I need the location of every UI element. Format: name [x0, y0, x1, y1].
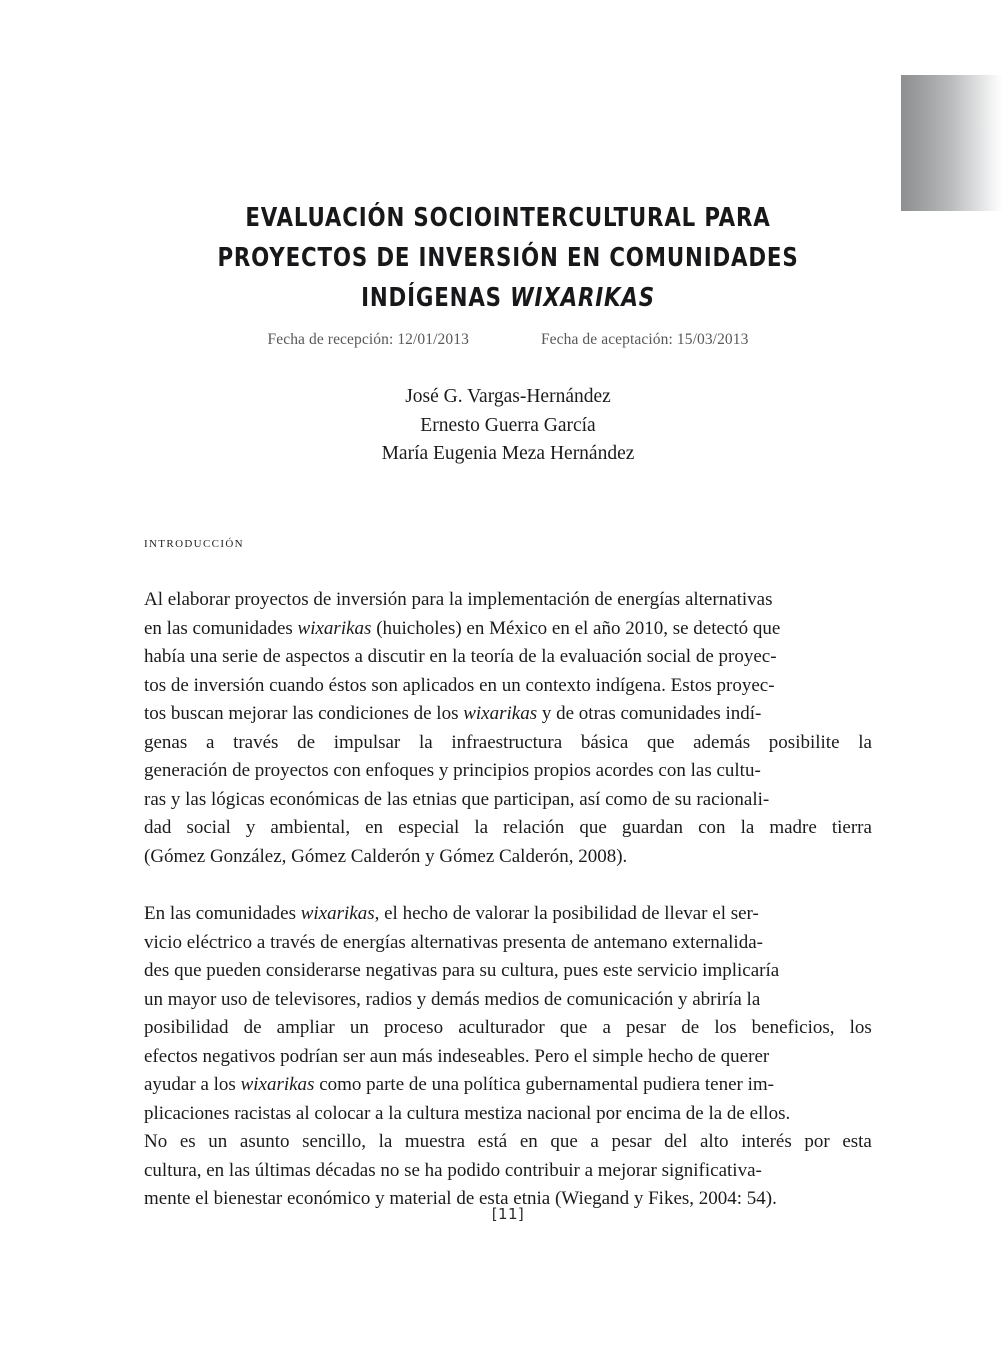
text-line — [144, 1100, 872, 1129]
text-word: es — [179, 1131, 196, 1153]
text-run: generación de proyectos con enfoques y principios propios acordes con las cultu- — [144, 760, 761, 782]
text-word: impulsar — [333, 731, 401, 753]
text-word: que — [550, 1131, 578, 1153]
text-word: que — [647, 731, 675, 753]
publication-dates — [144, 331, 872, 349]
text-word: aculturador — [458, 1017, 545, 1039]
text-word: beneficios, — [751, 1017, 835, 1039]
text-word: dad — [144, 817, 172, 839]
text-run: como parte de una política gubernamental pudiera tener im- — [314, 1074, 774, 1096]
text-word: un — [349, 1017, 369, 1039]
text-word: la — [740, 817, 755, 839]
date-received: Fecha de recepción: 12/01/2013 — [267, 331, 469, 348]
text-word: de — [297, 731, 316, 753]
text-line — [144, 1157, 872, 1186]
emphasised-term: wixarikas — [463, 703, 538, 725]
text-run: vicio eléctrico a través de energías alternativas presenta de antemano externalida- — [144, 931, 763, 953]
text-word: social — [186, 817, 231, 839]
text-word: través — [233, 731, 279, 753]
text-line — [144, 986, 872, 1015]
text-word: a — [602, 1017, 611, 1039]
text-line — [144, 615, 872, 644]
emphasised-term: wixarikas — [300, 903, 375, 925]
text-word: ampliar — [276, 1017, 335, 1039]
text-line — [144, 843, 872, 872]
text-run: tos buscan mejorar las condiciones de los — [144, 703, 464, 725]
text-word: está — [477, 1131, 508, 1153]
text-run: un mayor uso de televisores, radios y demás medios de comunicación y abriría la — [144, 988, 761, 1010]
text-word: No — [144, 1131, 168, 1153]
section-heading-introduccion: introducción — [144, 534, 244, 551]
emphasised-term: wixarikas — [297, 617, 372, 639]
text-word: los — [849, 1017, 872, 1039]
text-word: de — [681, 1017, 700, 1039]
text-word: posibilite — [768, 731, 840, 753]
text-word: además — [693, 731, 751, 753]
paragraph-2 — [144, 871, 872, 1214]
text-word: básica — [580, 731, 629, 753]
text-word: proceso — [383, 1017, 444, 1039]
text-word: que — [559, 1017, 588, 1039]
text-word: del — [664, 1131, 688, 1153]
text-word: los — [714, 1017, 737, 1039]
author-1: José G. Vargas-Hernández — [405, 386, 611, 407]
text-word: la — [378, 1131, 393, 1153]
text-word: posibilidad — [144, 1017, 229, 1039]
text-run: (Gómez González, Gómez Calderón y Gómez Calderón, 2008). — [144, 845, 628, 867]
text-word: relación — [503, 817, 565, 839]
title-line-3-text: INDÍGENAS — [361, 283, 511, 313]
text-run: cultura, en las últimas décadas no se ha podido contribuir a mejorar significativa- — [144, 1159, 762, 1181]
text-word: infraestructura — [451, 731, 563, 753]
text-run: efectos negativos podrían ser aun más indeseables. Pero el simple hecho de querer — [144, 1045, 770, 1067]
text-word: esta — [842, 1131, 872, 1153]
text-run: ayudar a los — [144, 1074, 241, 1096]
text-word: asunto — [239, 1131, 290, 1153]
text-line — [144, 643, 872, 672]
text-line — [144, 757, 872, 786]
corner-gradient-tab — [901, 75, 1004, 211]
text-line — [144, 1014, 872, 1043]
text-line — [144, 700, 872, 729]
text-line — [144, 1128, 872, 1157]
text-line — [144, 672, 872, 701]
text-word: la — [474, 817, 489, 839]
text-word: en — [365, 817, 384, 839]
text-line — [144, 729, 872, 758]
text-run: En las comunidades — [144, 903, 301, 925]
body-text — [144, 586, 872, 1214]
text-line — [144, 1071, 872, 1100]
text-word: tierra — [831, 817, 872, 839]
text-word: interés — [741, 1131, 792, 1153]
text-run: había una serie de aspectos a discutir en la teoría de la evaluación social de proyec- — [144, 646, 777, 668]
text-line — [144, 586, 872, 615]
text-word: especial — [398, 817, 460, 839]
text-word: ambiental, — [270, 817, 351, 839]
text-line — [144, 957, 872, 986]
text-word: y — [245, 817, 256, 839]
text-word: muestra — [404, 1131, 466, 1153]
date-accepted: Fecha de aceptación: 15/03/2013 — [540, 331, 749, 348]
text-word: genas — [144, 731, 188, 753]
title-line-1: EVALUACIÓN SOCIOINTERCULTURAL PARA — [245, 203, 771, 233]
text-word: a — [205, 731, 215, 753]
text-run: des que pueden considerarse negativas para su cultura, pues este servicio implicaría — [144, 960, 780, 982]
text-run: en las comunidades — [144, 617, 298, 639]
author-list — [144, 383, 872, 469]
text-line — [144, 900, 872, 929]
text-word: guardan — [621, 817, 684, 839]
text-line — [144, 786, 872, 815]
text-word: la — [418, 731, 433, 753]
text-word: con — [698, 817, 726, 839]
text-word: madre — [769, 817, 817, 839]
title-line-2: PROYECTOS DE INVERSIÓN EN COMUNIDADES — [217, 243, 799, 273]
page-title — [169, 198, 846, 318]
text-run: tos de inversión cuando éstos son aplicados en un contexto indígena. Estos proyec- — [144, 674, 775, 696]
text-run: y de otras comunidades indí- — [537, 703, 762, 725]
text-word: de — [243, 1017, 262, 1039]
text-word: sencillo, — [302, 1131, 366, 1153]
page-number: [11] — [491, 1205, 525, 1223]
text-word: en — [519, 1131, 538, 1153]
text-word: que — [579, 817, 607, 839]
text-word: pesar — [611, 1131, 652, 1153]
title-italic-word: WIXARIKAS — [510, 283, 655, 313]
author-3: María Eugenia Meza Hernández — [381, 443, 635, 464]
text-line — [144, 929, 872, 958]
text-word: por — [804, 1131, 830, 1153]
text-word: la — [858, 731, 872, 753]
text-run: , el hecho de valorar la posibilidad de llevar el ser- — [374, 903, 759, 925]
text-word: a — [590, 1131, 599, 1153]
text-run: plicaciones racistas al colocar a la cultura mestiza nacional por encima de la de ellos. — [144, 1102, 791, 1124]
text-word: pesar — [626, 1017, 667, 1039]
text-run: Al elaborar proyectos de inversión para la implementación de energías alternativas — [144, 589, 773, 610]
title-line-3 — [169, 278, 846, 318]
text-line — [144, 1043, 872, 1072]
author-2: Ernesto Guerra García — [420, 414, 596, 436]
text-run: mente el bienestar económico y material de esta etnia (Wiegand y Fikes, 2004: 54). — [144, 1188, 777, 1210]
text-word: alto — [700, 1131, 729, 1153]
text-run: (huicholes) en México en el año 2010, se detectó que — [371, 617, 781, 639]
text-run: ras y las lógicas económicas de las etnias que participan, así como de su racionali- — [144, 788, 770, 810]
text-line — [144, 814, 872, 843]
paragraph-1 — [144, 586, 872, 871]
emphasised-term: wixarikas — [240, 1074, 315, 1096]
text-word: un — [208, 1131, 228, 1153]
